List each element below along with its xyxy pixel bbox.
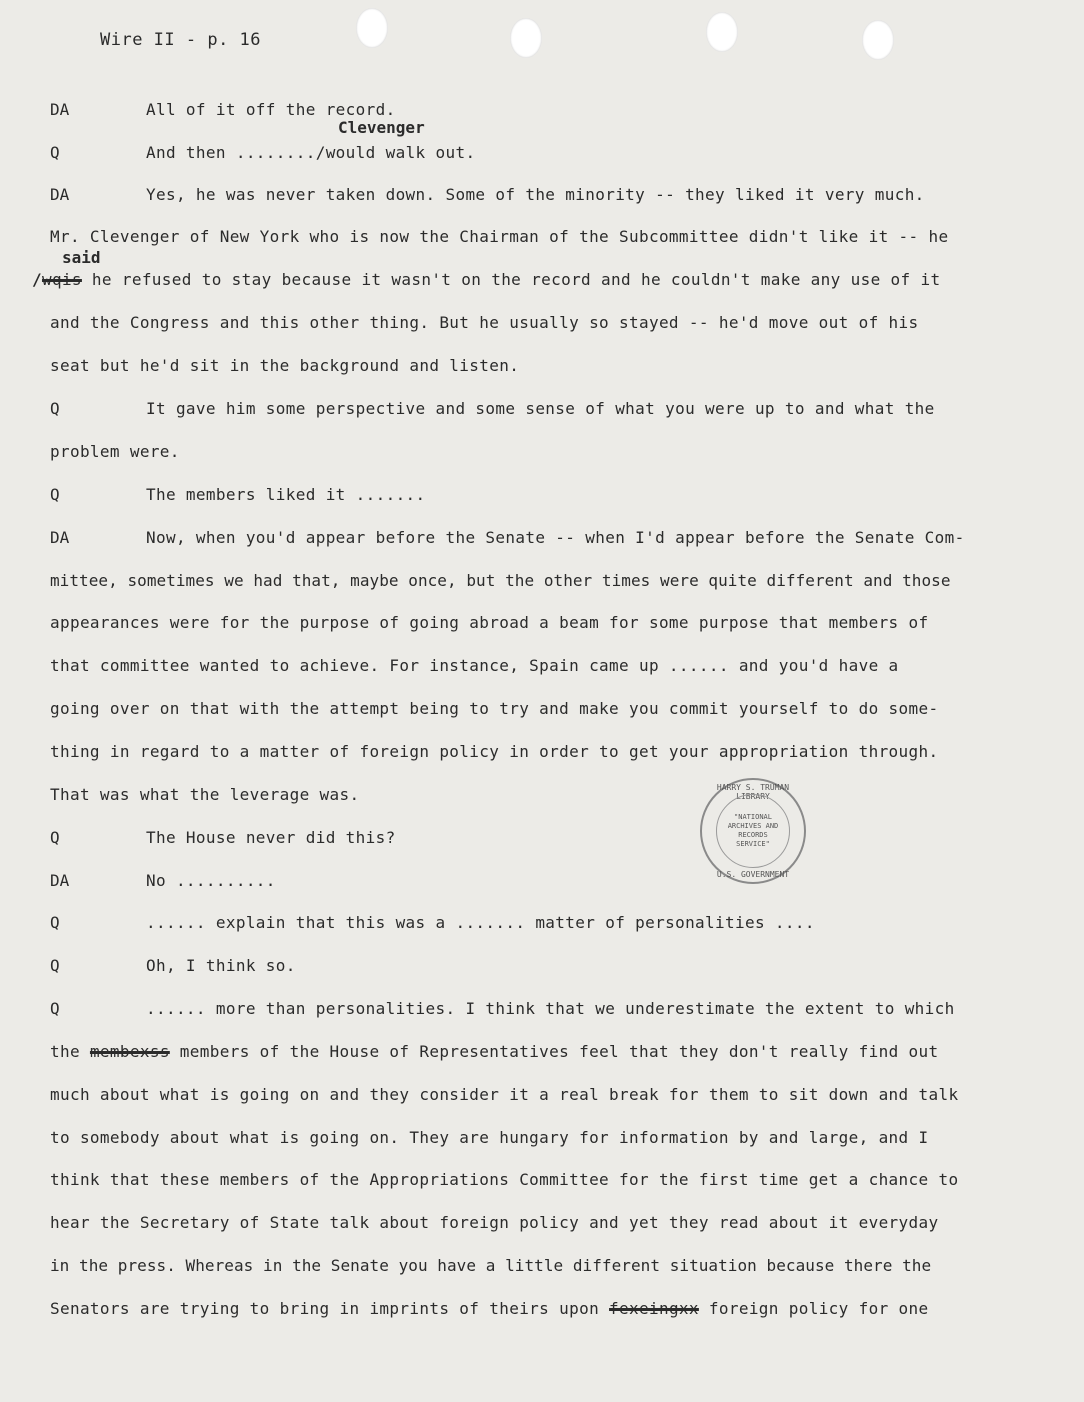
transcript-line: Yes, he was never taken down. Some of the minority -- they liked it very much. (146, 185, 925, 204)
transcript-line (32, 270, 940, 289)
line-segment: the (50, 1042, 90, 1061)
handwritten-insertion: said (62, 248, 101, 267)
transcript-line: Now, when you'd appear before the Senate -- when I'd appear before the Senate Com- (146, 528, 965, 547)
transcript-line: No .......... (146, 871, 276, 890)
caret-mark: / (32, 270, 42, 289)
speaker-label: Q (50, 485, 60, 504)
transcript-line: Oh, I think so. (146, 956, 296, 975)
transcript-line: The House never did this? (146, 828, 396, 847)
struck-word: membexss (89, 1042, 170, 1061)
speaker-label: DA (50, 871, 70, 890)
punch-hole (356, 8, 388, 48)
transcript-line: think that these members of the Appropriations Committee for the first time get a chance to (50, 1170, 959, 1189)
transcript-line: Mr. Clevenger of New York who is now the Chairman of the Subcommittee didn't like it -- he (50, 227, 949, 246)
transcript-line (146, 143, 475, 162)
transcript-line: That was what the leverage was. (50, 785, 360, 804)
transcript-line: appearances were for the purpose of going abroad a beam for some purpose that members of (50, 613, 929, 632)
transcript-line: The members liked it ....... (146, 485, 426, 504)
line-segment: he refused to stay because it wasn't on the record and he couldn't make any use of it (81, 270, 941, 289)
transcript-line: All of it off the record. (146, 100, 396, 119)
speaker-label: Q (50, 143, 60, 162)
stamp-bottom-text: U.S. GOVERNMENT (716, 870, 790, 879)
handwritten-insertion: Clevenger (338, 118, 425, 137)
speaker-label: DA (50, 185, 70, 204)
punch-hole (862, 20, 894, 60)
speaker-label: Q (50, 956, 60, 975)
stamp-top-text: HARRY S. TRUMAN LIBRARY (716, 783, 790, 801)
struck-word: fexeingxx (609, 1299, 699, 1318)
transcript-line: It gave him some perspective and some sense of what you were up to and what the (146, 399, 935, 418)
transcript-line: to somebody about what is going on. They are hungary for information by and large, and I (50, 1128, 929, 1147)
speaker-label: DA (50, 528, 70, 547)
transcript-line: mittee, sometimes we had that, maybe once, but the other times were quite different and those (50, 571, 951, 590)
transcript-line: hear the Secretary of State talk about foreign policy and yet they read about it everyday (50, 1213, 939, 1232)
transcript-line: seat but he'd sit in the background and listen. (50, 356, 520, 375)
transcript-line: ...... more than personalities. I think that we underestimate the extent to which (146, 999, 955, 1018)
transcript-line: thing in regard to a matter of foreign policy in order to get your appropriation through. (50, 742, 939, 761)
stamp-middle-text: "NATIONAL ARCHIVES AND RECORDS SERVICE" (727, 813, 779, 848)
line-segment: Senators are trying to bring in imprints of theirs upon (50, 1299, 610, 1318)
transcript-line: going over on that with the attempt being to try and make you commit yourself to do some- (50, 699, 939, 718)
punch-hole (510, 18, 542, 58)
line-segment: members of the House of Representatives feel that they don't really find out (169, 1042, 939, 1061)
transcript-line: much about what is going on and they consider it a real break for them to sit down and talk (50, 1085, 959, 1104)
line-segment: would walk out. (325, 143, 476, 162)
line-segment: And then ......../ (146, 143, 326, 162)
transcript-line: in the press. Whereas in the Senate you have a little different situation because there the (50, 1256, 932, 1275)
transcript-line: problem were. (50, 442, 180, 461)
speaker-label: Q (50, 828, 60, 847)
transcript-line: ...... explain that this was a ....... matter of personalities .... (146, 913, 815, 932)
transcript-line (50, 1299, 929, 1318)
page-header: Wire II - p. 16 (100, 30, 262, 50)
archive-stamp (700, 778, 806, 884)
transcript-line: that committee wanted to achieve. For instance, Spain came up ...... and you'd have a (50, 656, 899, 675)
stamp-inner-ring (716, 794, 790, 868)
punch-hole (706, 12, 738, 52)
transcript-line: and the Congress and this other thing. But he usually so stayed -- he'd move out of his (50, 313, 919, 332)
speaker-label: Q (50, 399, 60, 418)
speaker-label: Q (50, 913, 60, 932)
speaker-label: Q (50, 999, 60, 1018)
speaker-label: DA (50, 100, 70, 119)
transcript-line (50, 1042, 939, 1061)
line-segment: foreign policy for one (698, 1299, 929, 1318)
struck-word: wqis (41, 270, 82, 289)
